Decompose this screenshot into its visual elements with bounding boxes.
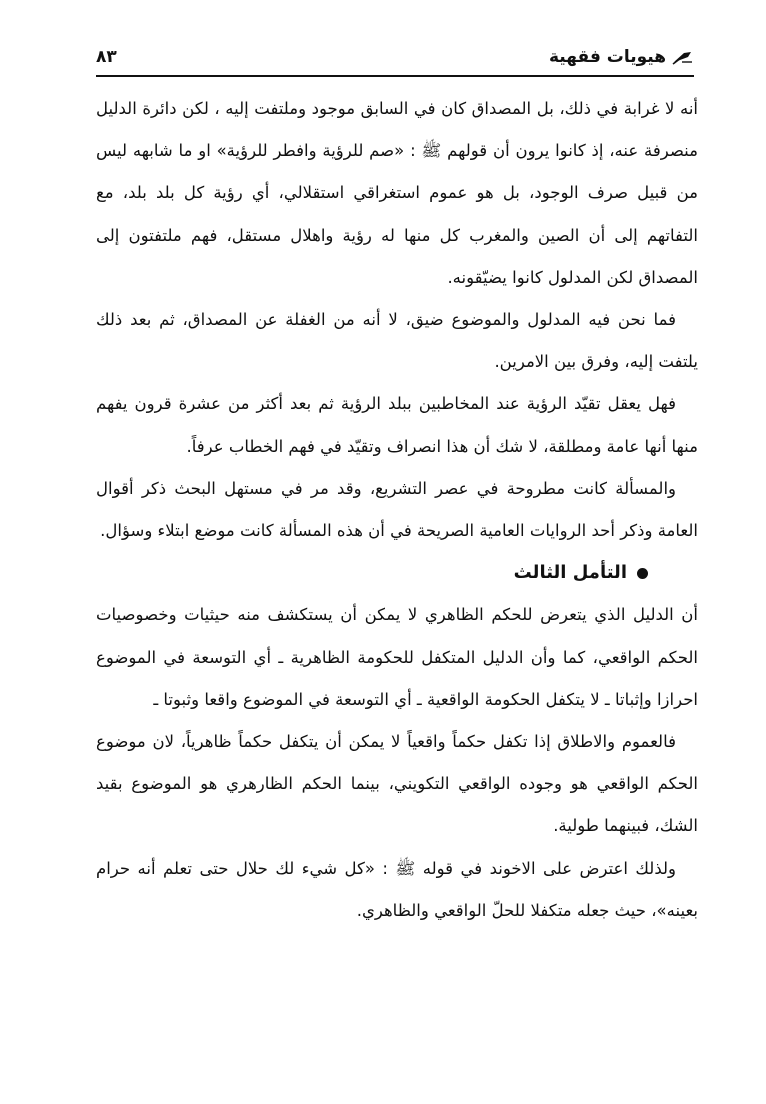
running-title xyxy=(549,44,694,70)
page-number: ٨٣ xyxy=(96,47,117,67)
paragraph-1: أنه لا غرابة في ذلك، بل المصداق كان في السابق موجود وملتفت إليه ، لكن دائرة الدليل منصرفة عنه، إذ كانوا يرون أن قولهم ﷺ : «صم للرؤية وافطر للرؤية» او ما شابهه ليس من قبيل صرف الوجود، بل هو عموم استغراقي استقلالي، أي رؤية كل بلد بلد، مع التفاتهم إلى أن الصين والمغرب كل منها له رؤية واهلال مستقل، فهم ملتفتون إلى المصداق لكن المدلول كانوا يضيّقونه. xyxy=(96,99,698,287)
page-header xyxy=(96,44,694,72)
bullet-icon xyxy=(637,568,648,579)
paragraph-6: فالعموم والاطلاق إذا تكفل حكماً واقعياً لا يمكن أن يتكفل حكماً ظاهرياً، لان موضوع الحكم الواقعي هو وجوده الواقعي التكويني، بينما الحكم الظارهري هو الموضوع بقيد الشك، فبينهما طولية. xyxy=(96,732,698,836)
paragraph-4: والمسألة كانت مطروحة في عصر التشريع، وقد مر في مستهل البحث ذكر أقوال العامة وذكر أحد الروايات العامية الصريحة في أن هذه المسألة كانت موضع ابتلاء وسؤال. xyxy=(96,478,698,541)
section-heading-text: التأمل الثالث xyxy=(513,562,627,584)
paragraph-5: أن الدليل الذي يتعرض للحكم الظاهري لا يمكن أن يستكشف منه حيثيات وخصوصيات الحكم الواقعي، كما وأن الدليل المتكفل للحكومة الظاهرية ـ أي التوسعة في الموضوع احرازا وإثباتا ـ لا يتكفل الحكومة الواقعية ـ أي التوسعة في الموضوع واقعا وثبوتا ـ xyxy=(96,605,698,709)
body-text xyxy=(96,88,698,932)
paragraph-2: فما نحن فيه المدلول والموضوع ضيق، لا أنه من الغفلة عن المصداق، ثم بعد ذلك يلتفت إليه، وفرق بين الامرين. xyxy=(96,310,698,372)
section-heading xyxy=(96,552,698,594)
running-title-text: هيويات فقهية xyxy=(549,47,666,67)
paragraph-3: فهل يعقل تقيّد الرؤية عند المخاطبين ببلد الرؤية ثم بعد أكثر من عشرة قرون يفهم منها أنها عامة ومطلقة، لا شك أن هذا انصراف وتقيّد في فهم الخطاب عرفاً. xyxy=(96,394,698,456)
header-rule xyxy=(96,75,694,77)
paragraph-7: ولذلك اعترض على الاخوند في قوله ﷺ : «كل شيء لك حلال حتى تعلم أنه حرام بعينه»، حيث جعله متكفلا للحلّ الواقعي والظاهري. xyxy=(96,858,698,920)
quill-pen-icon xyxy=(672,49,694,65)
